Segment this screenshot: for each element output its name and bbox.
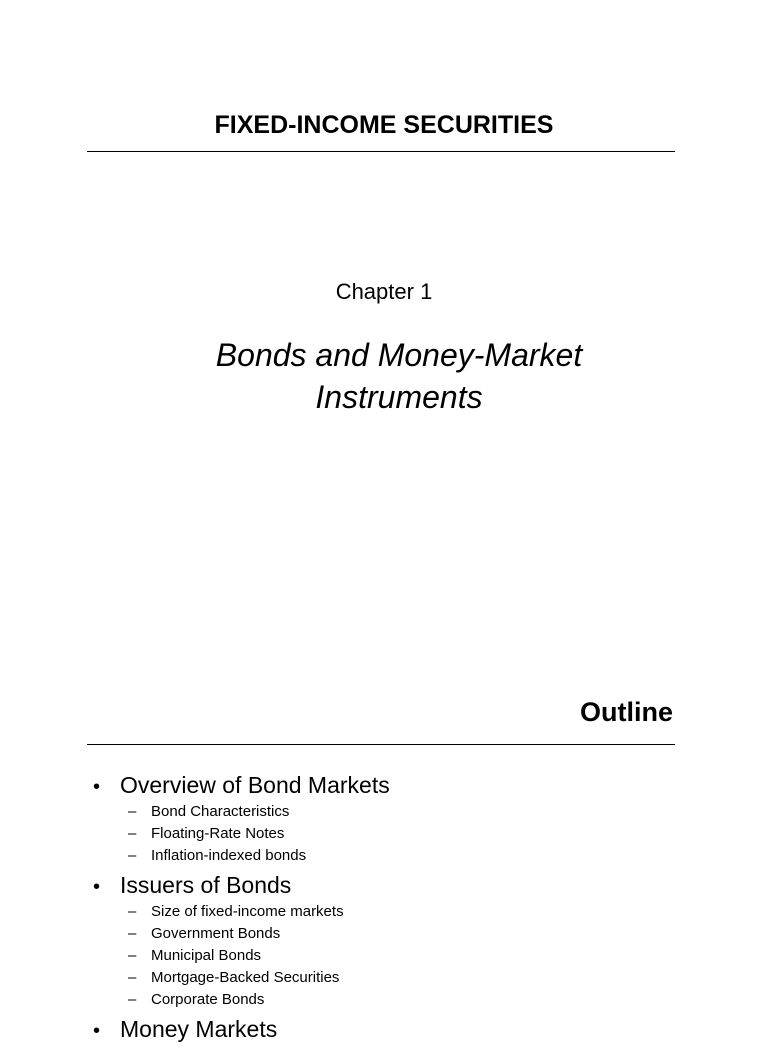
chapter-label: Chapter 1 [335,279,433,304]
chapter-title [100,334,698,418]
section-label: Money Markets [120,1016,278,1042]
dash-icon: – [128,825,137,842]
sub-item-label: Floating-Rate Notes [151,825,285,842]
bullet-icon: • [93,776,101,798]
outline-divider [87,744,675,745]
list-item [93,845,693,867]
list-item [93,989,693,1011]
dash-icon: – [128,947,137,964]
section-label: Overview of Bond Markets [120,772,390,798]
list-item [93,901,693,923]
list-item [93,823,693,845]
sub-list [93,901,693,1011]
list-item [93,923,693,945]
outline-section [93,770,693,867]
outline-list [93,770,693,1048]
sub-list [93,801,693,867]
dash-icon: – [128,991,137,1008]
dash-icon: – [128,969,137,986]
outline-section [93,1014,693,1045]
outline-section [93,870,693,1011]
chapter-title-line-2: Instruments [315,379,483,415]
title-divider [87,151,675,152]
list-item [93,801,693,823]
course-title: FIXED-INCOME SECURITIES [214,111,554,139]
sub-item-label: Government Bonds [151,925,281,942]
dash-icon: – [128,903,137,920]
sub-item-label: Size of fixed-income markets [151,903,344,920]
list-item [93,945,693,967]
list-item [93,967,693,989]
dash-icon: – [128,925,137,942]
bullet-icon: • [93,1020,101,1042]
sub-item-label: Mortgage-Backed Securities [151,969,340,986]
outline-heading: Outline [580,697,673,727]
section-label: Issuers of Bonds [120,872,292,898]
sub-item-label: Municipal Bonds [151,947,262,964]
sub-item-label: Inflation-indexed bonds [151,847,307,864]
sub-item-label: Bond Characteristics [151,803,290,820]
chapter-title-line-1: Bonds and Money-Market [215,337,583,373]
sub-item-label: Corporate Bonds [151,991,265,1008]
dash-icon: – [128,847,137,864]
bullet-icon: • [93,876,101,898]
dash-icon: – [128,803,137,820]
outline-slide [0,650,768,1042]
